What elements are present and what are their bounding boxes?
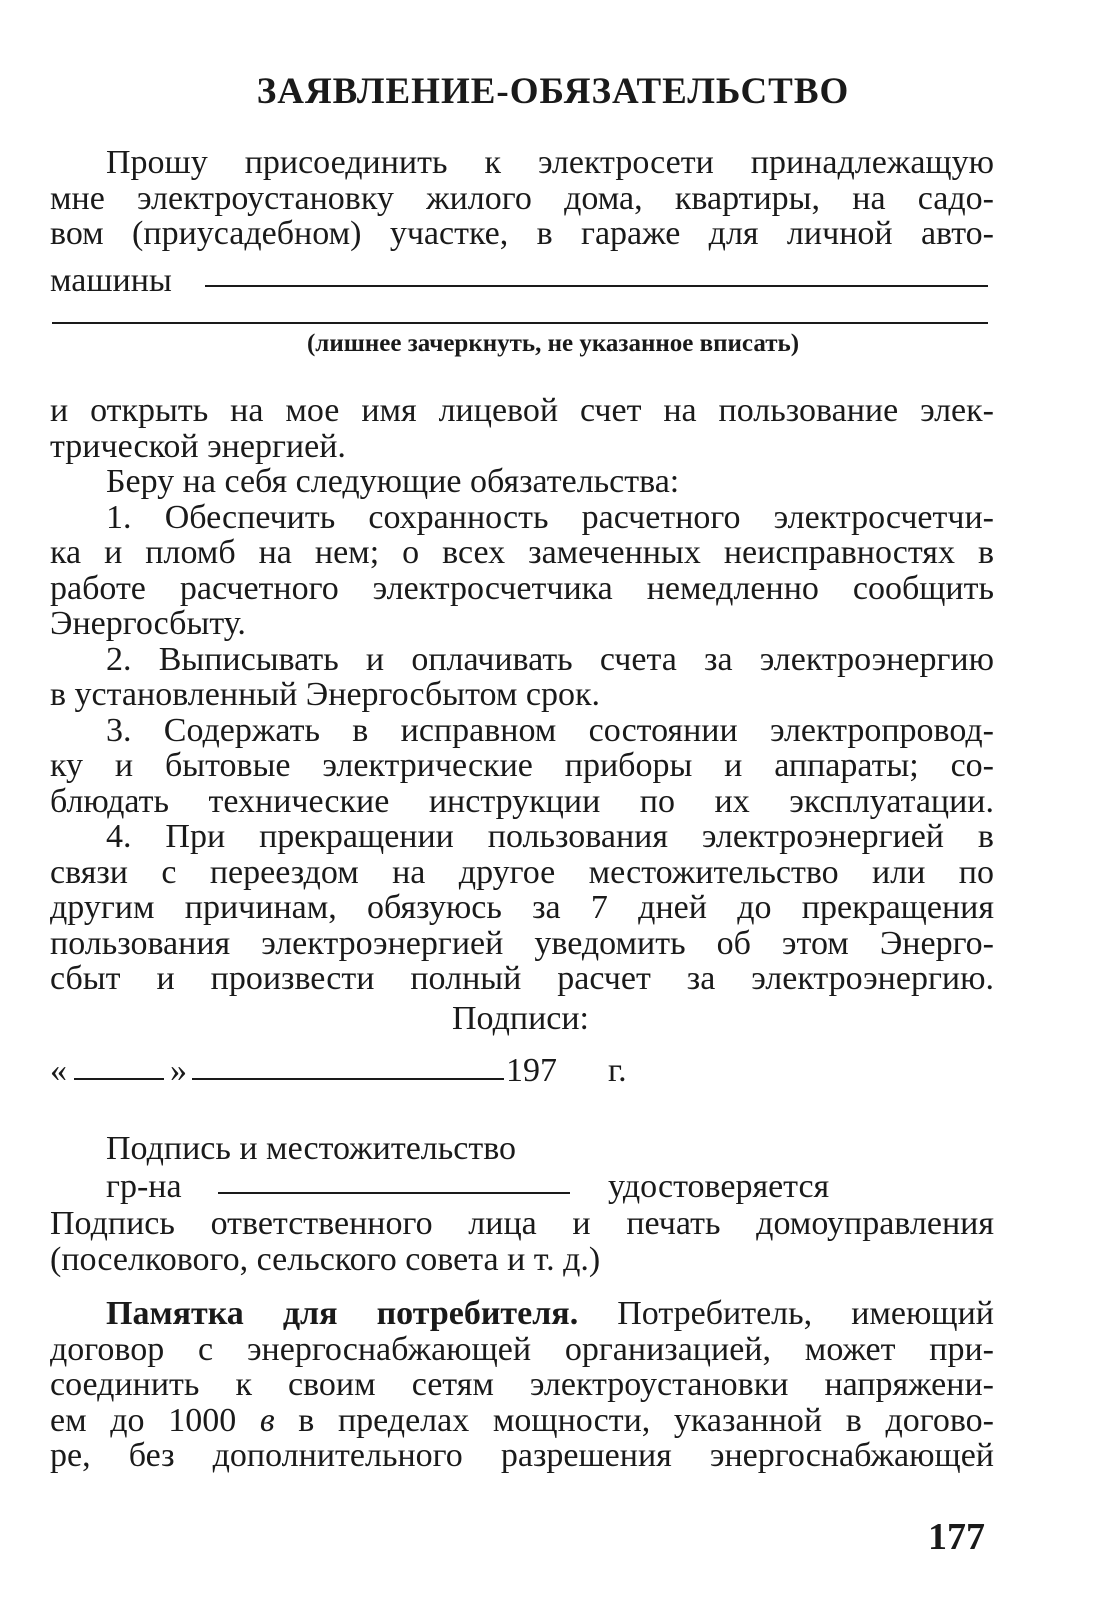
intro-line-4: машины [50, 262, 172, 299]
intro-paragraph [50, 145, 994, 252]
item-4-line-2: связи с переездом на другое местожительство или по [50, 853, 994, 891]
certification-line-4: (поселкового, сельского совета и т. д.) [50, 1240, 601, 1278]
date-day-line [74, 1078, 164, 1080]
citizen-prefix: гр-на [106, 1168, 182, 1205]
fill-in-line-1 [205, 285, 988, 287]
item-1-line-2: ка и пломб на нем; о всех замеченных неисправностях в [50, 534, 994, 571]
date-open-quote: « [50, 1052, 67, 1089]
memo-line-3: соединить к своим сетям электроустановки напряжени- [50, 1366, 994, 1403]
memo-line-4-end: в пределах мощности, указанной в догово- [274, 1401, 994, 1439]
date-year-suffix: г. [608, 1052, 627, 1089]
item-3-line-1: 3. Содержать в исправном состоянии электропровод- [106, 711, 994, 749]
document-title: ЗАЯВЛЕНИЕ-ОБЯЗАТЕЛЬСТВО [256, 71, 850, 112]
item-4-line-4: пользования электроэнергией уведомить об этом Энерго- [50, 924, 994, 962]
certification-line-1: Подпись и местожительство [106, 1130, 517, 1167]
intro-line-1: Прошу присоединить к электросети принадлежащую [106, 144, 994, 181]
item-2-line-2: в установленный Энергосбытом срок. [50, 676, 601, 713]
memo-line-4-start: ем до 1000 [50, 1401, 260, 1439]
account-line-1: и открыть на мое имя лицевой счет на пользование элек- [50, 392, 994, 429]
strike-out-caption: (лишнее зачеркнуть, не указанное вписать) [306, 330, 800, 357]
item-2-line-1: 2. Выписывать и оплачивать счета за электроэнергию [106, 640, 994, 678]
certification-paragraph [50, 1206, 994, 1277]
citizen-name-line [218, 1192, 570, 1194]
memo-line-1 [50, 1296, 994, 1332]
item-1-line-1: 1. Обеспечить сохранность расчетного электросчетчи- [106, 498, 994, 536]
item-1-line-3: работе расчетного электросчетчика немедленно сообщить [50, 569, 994, 607]
item-4-line-5: сбыт и произвести полный расчет за электроэнергию. [50, 960, 994, 997]
date-month-line [192, 1078, 504, 1080]
account-paragraph [50, 393, 994, 997]
date-close-quote: » [170, 1052, 187, 1089]
signatures-label: Подписи: [452, 1000, 589, 1037]
memo-line-1-rest: Потребитель, имеющий [578, 1295, 994, 1332]
intro-line-3: вом (приусадебном) участке, в гараже для личной авто- [50, 215, 994, 252]
item-1-line-4: Энергосбыту. [50, 605, 246, 642]
fill-in-line-2 [52, 322, 988, 324]
memo-line-4 [50, 1403, 994, 1439]
memo-line-5: ре, без дополнительного разрешения энергоснабжающей [50, 1437, 994, 1474]
memo-paragraph [50, 1296, 994, 1474]
verified-label: удостоверяется [608, 1168, 830, 1205]
obligations-heading: Беру на себя следующие обязательства: [106, 463, 680, 500]
memo-heading: Памятка для потребителя. [106, 1295, 579, 1332]
item-3-line-3: блюдать технические инструкции по их эксплуатации. [50, 782, 994, 820]
item-4-line-1: 4. При прекращении пользования электроэнергией в [106, 818, 994, 855]
certification-line-3: Подпись ответственного лица и печать домоуправления [50, 1205, 994, 1242]
memo-line-2: договор с энергоснабжающей организацией, может при- [50, 1330, 994, 1368]
item-4-line-3: другим причинам, обязуюсь за 7 дней до прекращения [50, 889, 994, 926]
account-line-2: трической энергией. [50, 427, 346, 465]
page-number: 177 [928, 1516, 985, 1558]
memo-voltage-unit: в [259, 1401, 275, 1439]
item-3-line-2: ку и бытовые электрические приборы и аппараты; со- [50, 747, 994, 784]
intro-line-2: мне электроустановку жилого дома, квартиры, на садо- [50, 179, 994, 217]
date-year: 197 [506, 1052, 557, 1089]
